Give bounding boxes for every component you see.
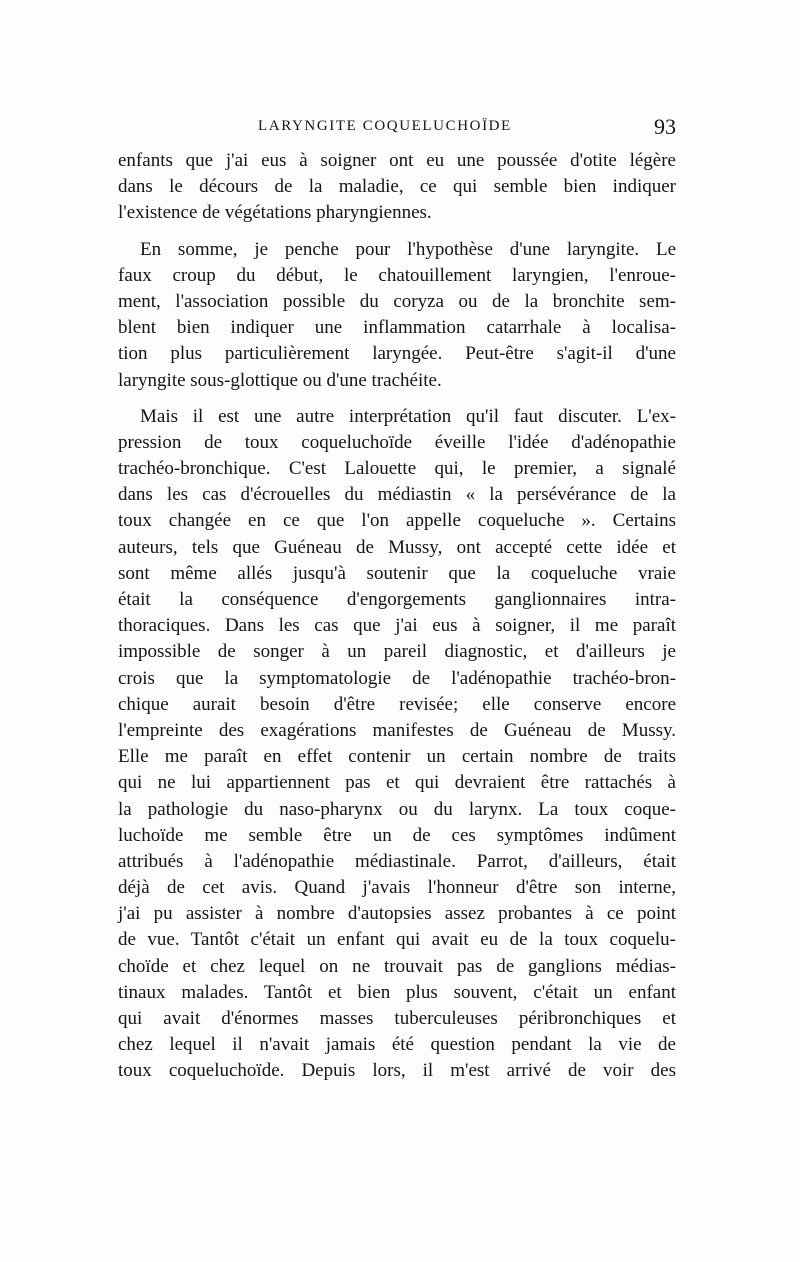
text-line: Elle me paraît en effet contenir un certain nombre de traits xyxy=(118,746,676,768)
text-line: toux coqueluchoïde. Depuis lors, il m'est arrivé de voir des xyxy=(118,1060,676,1082)
text-line: déjà de cet avis. Quand j'avais l'honneur d'être son interne, xyxy=(118,877,676,899)
text-line: l'existence de végétations pharyngiennes. xyxy=(118,202,432,224)
text-line: pression de toux coqueluchoïde éveille l'idée d'adénopathie xyxy=(118,431,676,453)
text-line: la pathologie du naso-pharynx ou du larynx. La toux coque- xyxy=(118,798,676,820)
text-line: qui ne lui appartiennent pas et qui devraient être rattachés à xyxy=(118,772,676,794)
text-line: chique aurait besoin d'être revisée; elle conserve encore xyxy=(118,693,676,715)
text-line: enfants que j'ai eus à soigner ont eu une poussée d'otite légère xyxy=(118,150,676,171)
text-line: auteurs, tels que Guéneau de Mussy, ont accepté cette idée et xyxy=(118,536,676,558)
text-line: qui avait d'énormes masses tuberculeuses péribronchiques et xyxy=(118,1008,676,1029)
paragraph xyxy=(118,237,676,394)
text-line: attribués à l'adénopathie médiastinale. Parrot, d'ailleurs, était xyxy=(118,850,676,872)
text-line: trachéo-bronchique. C'est Lalouette qui, le premier, a signalé xyxy=(118,458,676,480)
paragraph xyxy=(118,148,676,227)
text-line: chez lequel il n'avait jamais été question pendant la vie de xyxy=(118,1034,676,1056)
text-line: sont même allés jusqu'à soutenir que la coqueluche vraie xyxy=(118,562,676,584)
text-line: de vue. Tantôt c'était un enfant qui avait eu de la toux coquelu- xyxy=(118,929,676,951)
text-line: blent bien indiquer une inflammation catarrhale à localisa- xyxy=(118,317,676,339)
text-line: dans le décours de la maladie, ce qui semble bien indiquer xyxy=(118,176,676,198)
paragraph xyxy=(118,404,676,1085)
text-line: tinaux malades. Tantôt et bien plus souvent, c'était un enfant xyxy=(118,981,676,1003)
text-line: impossible de songer à un pareil diagnostic, et d'ailleurs je xyxy=(118,641,676,663)
text-line: était la conséquence d'engorgements ganglionnaires intra- xyxy=(118,589,676,610)
text-line: luchoïde me semble être un de ces symptômes indûment xyxy=(118,824,676,846)
text-line: faux croup du début, le chatouillement laryngien, l'enroue- xyxy=(118,264,676,286)
running-title: LARYNGITE COQUELUCHOÏDE xyxy=(258,118,512,134)
text-line: Mais il est une autre interprétation qu'il faut discuter. L'ex- xyxy=(140,405,676,427)
text-line: En somme, je penche pour l'hypothèse d'une laryngite. Le xyxy=(140,238,676,260)
page-number: 93 xyxy=(654,114,676,139)
text-line: tion plus particulièrement laryngée. Peut-être s'agit-il d'une xyxy=(118,343,676,365)
text-line: toux changée en ce que l'on appelle coqueluche ». Certains xyxy=(118,510,676,532)
text-line: crois que la symptomatologie de l'adénopathie trachéo-bron- xyxy=(118,667,676,689)
text-line: laryngite sous-glottique ou d'une trachéite. xyxy=(118,369,442,391)
text-line: ment, l'association possible du coryza ou de la bronchite sem- xyxy=(118,290,676,312)
text-line: j'ai pu assister à nombre d'autopsies assez probantes à ce point xyxy=(118,903,676,925)
text-line: choïde et chez lequel on ne trouvait pas de ganglions médias- xyxy=(118,955,676,977)
text-line: l'empreinte des exagérations manifestes de Guéneau de Mussy. xyxy=(118,719,676,741)
running-head xyxy=(118,114,676,144)
body-text xyxy=(118,148,676,1085)
text-line: thoraciques. Dans les cas que j'ai eus à soigner, il me paraît xyxy=(118,615,676,637)
text-line: dans les cas d'écrouelles du médiastin « la persévérance de la xyxy=(118,484,676,506)
